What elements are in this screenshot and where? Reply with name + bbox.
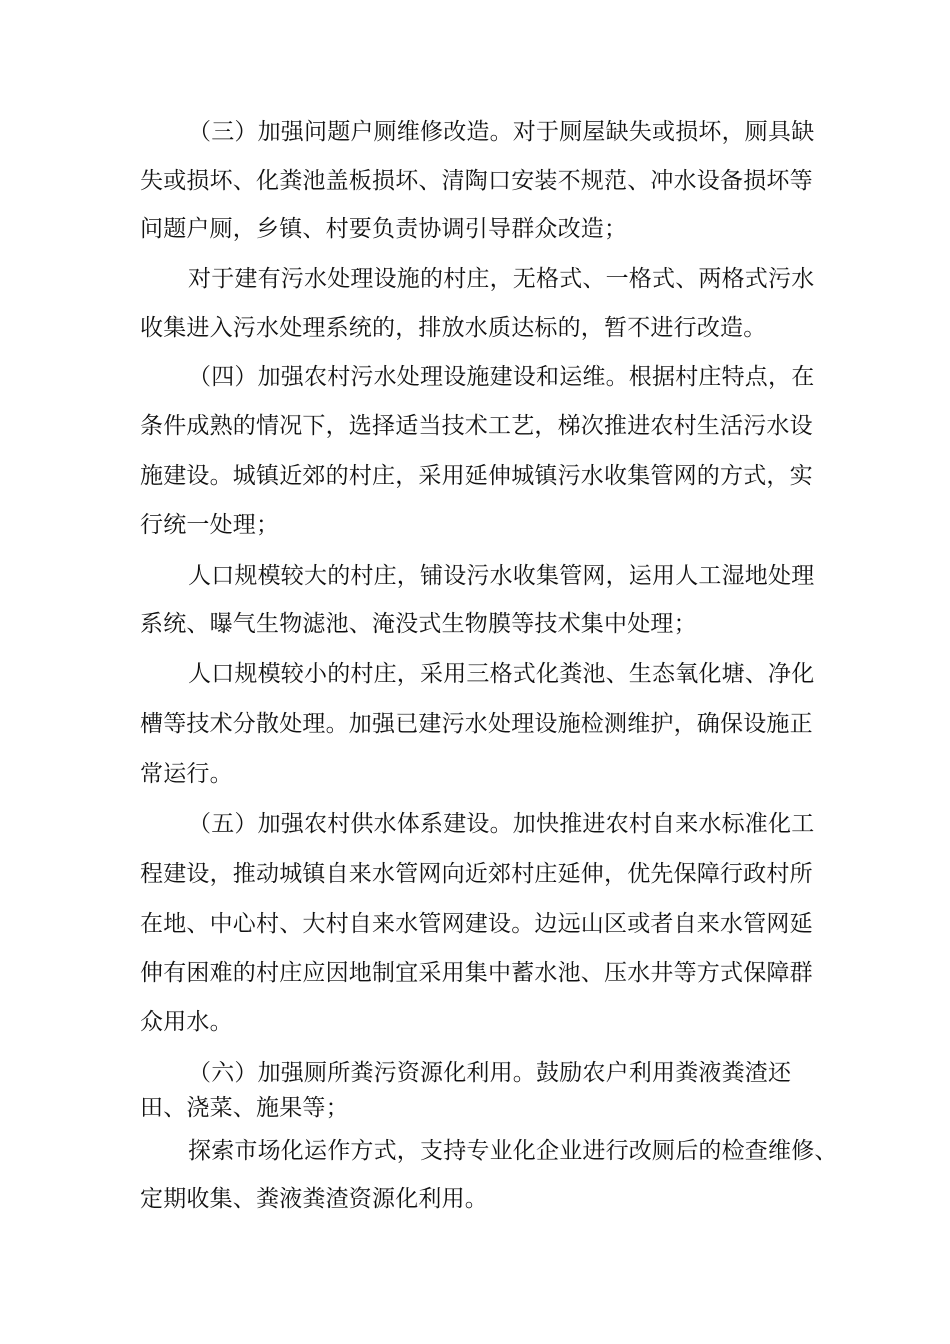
text-line: （六）加强厕所粪污资源化利用。鼓励农户利用粪液粪渣还 bbox=[188, 1060, 792, 1086]
text-line: 系统、曝气生物滤池、淹没式生物膜等技术集中处理； bbox=[140, 611, 697, 637]
text-line: 失或损坏、化粪池盖板损坏、清陶口安装不规范、冲水设备损坏等 bbox=[140, 168, 813, 194]
text-line: 田、浇菜、施果等； bbox=[140, 1095, 349, 1121]
text-line: （五）加强农村供水体系建设。加快推进农村自来水标准化工 bbox=[188, 811, 815, 837]
text-line: 对于建有污水处理设施的村庄，无格式、一格式、两格式污水 bbox=[188, 266, 815, 292]
text-line: 条件成熟的情况下，选择适当技术工艺，梯次推进农村生活污水设 bbox=[140, 413, 813, 439]
text-line: 人口规模较大的村庄，铺设污水收集管网，运用人工湿地处理 bbox=[188, 563, 815, 589]
text-line: 探索市场化运作方式，支持专业化企业进行改厕后的检查维修、 bbox=[188, 1138, 838, 1164]
text-line: 人口规模较小的村庄，采用三格式化粪池、生态氧化塘、净化 bbox=[188, 661, 815, 687]
text-line: 程建设，推动城镇自来水管网向近郊村庄延伸，优先保障行政村所 bbox=[140, 861, 813, 887]
text-line: 行统一处理； bbox=[140, 512, 280, 538]
text-line: 在地、中心村、大村自来水管网建设。边远山区或者自来水管网延 bbox=[140, 911, 813, 937]
text-line: 问题户厕，乡镇、村要负责协调引导群众改造； bbox=[140, 216, 628, 242]
text-line: 槽等技术分散处理。加强已建污水处理设施检测维护，确保设施正 bbox=[140, 711, 813, 737]
text-line: 伸有困难的村庄应因地制宜采用集中蓄水池、压水井等方式保障群 bbox=[140, 960, 813, 986]
text-line: 众用水。 bbox=[140, 1009, 233, 1035]
text-line: （三）加强问题户厕维修改造。对于厕屋缺失或损坏，厕具缺 bbox=[188, 119, 815, 145]
text-line: 常运行。 bbox=[140, 761, 233, 787]
text-line: 收集进入污水处理系统的，排放水质达标的，暂不进行改造。 bbox=[140, 315, 767, 341]
text-line: 施建设。城镇近郊的村庄，采用延伸城镇污水收集管网的方式，实 bbox=[140, 463, 813, 489]
text-line: 定期收集、粪液粪渣资源化利用。 bbox=[140, 1186, 488, 1212]
text-line: （四）加强农村污水处理设施建设和运维。根据村庄特点，在 bbox=[188, 364, 815, 390]
